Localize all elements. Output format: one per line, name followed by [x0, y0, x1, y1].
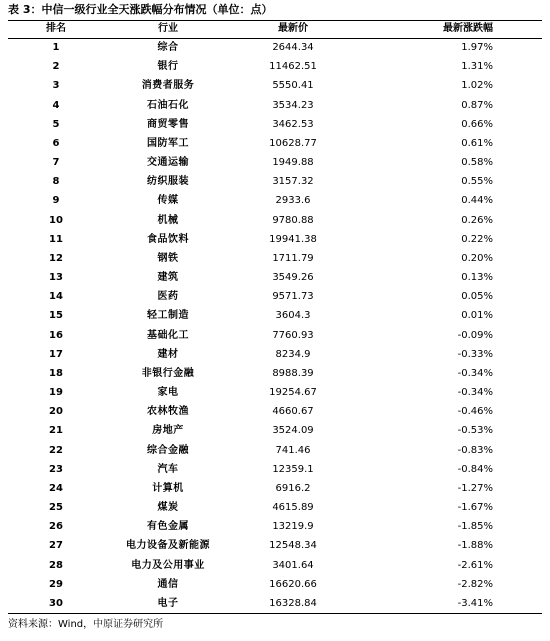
cell-industry: 非银行金融	[141, 367, 195, 379]
cell-price: 3157.32	[272, 176, 314, 188]
cell-change: 0.55%	[461, 176, 493, 188]
cell-price: 16328.84	[269, 597, 317, 609]
cell-rank: 2	[52, 61, 60, 73]
cell-change: -0.09%	[457, 329, 493, 341]
cell-rank: 22	[49, 444, 63, 456]
cell-price: 4660.67	[272, 406, 314, 418]
cell-change: 0.61%	[461, 137, 493, 149]
table-row	[8, 76, 542, 95]
cell-change: 0.13%	[461, 272, 493, 284]
cell-industry: 纺织服装	[147, 176, 189, 188]
table-row	[8, 96, 542, 115]
cell-change: 0.20%	[461, 252, 493, 264]
cell-price: 3462.53	[272, 118, 314, 130]
table-row	[8, 383, 542, 402]
cell-rank: 18	[49, 367, 63, 379]
cell-change: -1.85%	[457, 521, 493, 533]
cell-change: -3.41%	[457, 597, 493, 609]
cell-industry: 煤炭	[157, 502, 179, 514]
cell-price: 7760.93	[272, 329, 314, 341]
cell-industry: 轻工制造	[147, 310, 189, 322]
cell-rank: 30	[49, 597, 63, 609]
cell-rank: 23	[49, 463, 63, 475]
cell-change: 0.26%	[461, 214, 493, 226]
cell-change: 1.97%	[461, 42, 493, 53]
table-row	[8, 536, 542, 555]
cell-rank: 20	[49, 406, 63, 418]
header-industry: 行业	[158, 23, 178, 34]
cell-industry: 电子	[157, 597, 179, 609]
table-row	[8, 115, 542, 134]
cell-change: -0.46%	[457, 406, 493, 418]
cell-rank: 21	[49, 425, 63, 437]
cell-industry: 机械	[157, 214, 179, 226]
cell-price: 2644.34	[272, 42, 314, 53]
cell-industry: 房地产	[152, 425, 184, 437]
table-row	[8, 460, 542, 479]
table-row	[8, 153, 542, 172]
table-row	[8, 172, 542, 191]
cell-change: 1.31%	[461, 61, 493, 73]
cell-price: 9780.88	[272, 214, 314, 226]
cell-industry: 传媒	[157, 195, 179, 207]
cell-industry: 汽车	[157, 463, 179, 475]
cell-rank: 24	[49, 482, 63, 494]
cell-change: -1.88%	[457, 540, 493, 552]
table-row	[8, 211, 542, 230]
cell-price: 6916.2	[275, 482, 311, 494]
cell-industry: 综合	[157, 42, 179, 53]
table-row	[8, 306, 542, 325]
cell-change: 0.66%	[461, 118, 493, 130]
cell-industry: 银行	[157, 61, 179, 73]
cell-change: 0.87%	[461, 99, 493, 111]
cell-rank: 19	[49, 387, 63, 399]
cell-rank: 28	[49, 559, 63, 571]
cell-change: -0.53%	[457, 425, 493, 437]
table-row	[8, 517, 542, 536]
cell-rank: 11	[49, 233, 63, 245]
cell-industry: 钢铁	[157, 252, 179, 264]
cell-price: 9571.73	[272, 291, 314, 303]
cell-price: 12548.34	[269, 540, 317, 552]
cell-rank: 6	[52, 137, 60, 149]
table-row	[8, 57, 542, 76]
cell-industry: 有色金属	[147, 521, 189, 533]
cell-price: 19941.38	[269, 233, 317, 245]
cell-price: 16620.66	[269, 578, 317, 590]
cell-rank: 16	[49, 329, 63, 341]
cell-change: 0.22%	[461, 233, 493, 245]
cell-industry: 基础化工	[147, 329, 189, 341]
cell-industry: 交通运输	[147, 157, 189, 169]
table-row	[8, 38, 542, 57]
header-price: 最新价	[278, 23, 308, 34]
cell-industry: 电力设备及新能源	[126, 540, 210, 552]
cell-price: 741.46	[275, 444, 311, 456]
cell-price: 8234.9	[275, 348, 311, 360]
cell-change: -0.34%	[457, 387, 493, 399]
cell-change: -1.27%	[457, 482, 493, 494]
cell-rank: 26	[49, 521, 63, 533]
cell-price: 3401.64	[272, 559, 314, 571]
cell-rank: 7	[52, 157, 60, 169]
table-row	[8, 556, 542, 575]
cell-industry: 通信	[157, 578, 179, 590]
cell-rank: 9	[52, 195, 60, 207]
cell-rank: 4	[52, 99, 60, 111]
cell-rank: 10	[49, 214, 63, 226]
table-row	[8, 498, 542, 517]
cell-industry: 医药	[157, 291, 179, 303]
cell-price: 13219.9	[272, 521, 314, 533]
cell-rank: 27	[49, 540, 63, 552]
header-rank: 排名	[46, 23, 66, 34]
cell-change: 0.05%	[461, 291, 493, 303]
header-change: 最新涨跌幅	[443, 23, 493, 34]
table-title: 表 3：中信一级行业全天涨跌幅分布情况（单位：点）	[8, 3, 273, 16]
cell-price: 4615.89	[272, 502, 314, 514]
cell-rank: 12	[49, 252, 63, 264]
cell-rank: 13	[49, 272, 63, 284]
cell-price: 10628.77	[269, 137, 317, 149]
cell-change: 0.01%	[461, 310, 493, 322]
cell-change: -0.33%	[457, 348, 493, 360]
cell-change: 0.58%	[461, 157, 493, 169]
cell-rank: 15	[49, 310, 63, 322]
table-row	[8, 326, 542, 345]
cell-price: 8988.39	[272, 367, 314, 379]
cell-rank: 1	[52, 42, 60, 53]
cell-industry: 国防军工	[147, 137, 189, 149]
table-row	[8, 287, 542, 306]
table-row	[8, 268, 542, 287]
cell-rank: 14	[49, 291, 63, 303]
cell-price: 5550.41	[272, 80, 314, 92]
table-row	[8, 421, 542, 440]
cell-change: -2.61%	[457, 559, 493, 571]
cell-price: 12359.1	[272, 463, 314, 475]
cell-industry: 商贸零售	[147, 118, 189, 130]
table-row	[8, 402, 542, 421]
cell-industry: 消费者服务	[141, 80, 195, 92]
table-bottom-rule	[8, 613, 542, 614]
cell-change: 1.02%	[461, 80, 493, 92]
cell-rank: 25	[49, 502, 63, 514]
cell-industry: 家电	[157, 387, 179, 399]
cell-change: -0.83%	[457, 444, 493, 456]
cell-rank: 8	[52, 176, 60, 188]
cell-rank: 29	[49, 578, 63, 590]
table-row	[8, 479, 542, 498]
cell-price: 2933.6	[275, 195, 311, 207]
table-row	[8, 594, 542, 613]
cell-price: 3524.09	[272, 425, 314, 437]
cell-industry: 计算机	[152, 482, 184, 494]
cell-industry: 食品饮料	[147, 233, 189, 245]
cell-price: 3604.3	[275, 310, 311, 322]
cell-price: 3534.23	[272, 99, 314, 111]
cell-change: -0.34%	[457, 367, 493, 379]
cell-change: -1.67%	[457, 502, 493, 514]
cell-price: 19254.67	[269, 387, 317, 399]
cell-industry: 建筑	[157, 272, 179, 284]
table-row	[8, 575, 542, 594]
table-header	[8, 20, 542, 38]
table-row	[8, 249, 542, 268]
table-row	[8, 191, 542, 210]
cell-industry: 石油石化	[147, 99, 189, 111]
table-row	[8, 441, 542, 460]
cell-price: 11462.51	[269, 61, 317, 73]
cell-rank: 5	[52, 118, 60, 130]
cell-price: 3549.26	[272, 272, 314, 284]
cell-change: -2.82%	[457, 578, 493, 590]
cell-industry: 农林牧渔	[147, 406, 189, 418]
cell-price: 1949.88	[272, 157, 314, 169]
cell-industry: 综合金融	[147, 444, 189, 456]
cell-change: -0.84%	[457, 463, 493, 475]
cell-rank: 3	[52, 80, 60, 92]
cell-price: 1711.79	[272, 252, 314, 264]
table-row	[8, 364, 542, 383]
table-row	[8, 230, 542, 249]
cell-change: 0.44%	[461, 195, 493, 207]
cell-industry: 建材	[157, 348, 179, 360]
table-row	[8, 134, 542, 153]
table-row	[8, 345, 542, 364]
cell-rank: 17	[49, 348, 63, 360]
cell-industry: 电力及公用事业	[131, 559, 205, 571]
source-note: 资料来源：Wind，中原证券研究所	[8, 619, 164, 630]
